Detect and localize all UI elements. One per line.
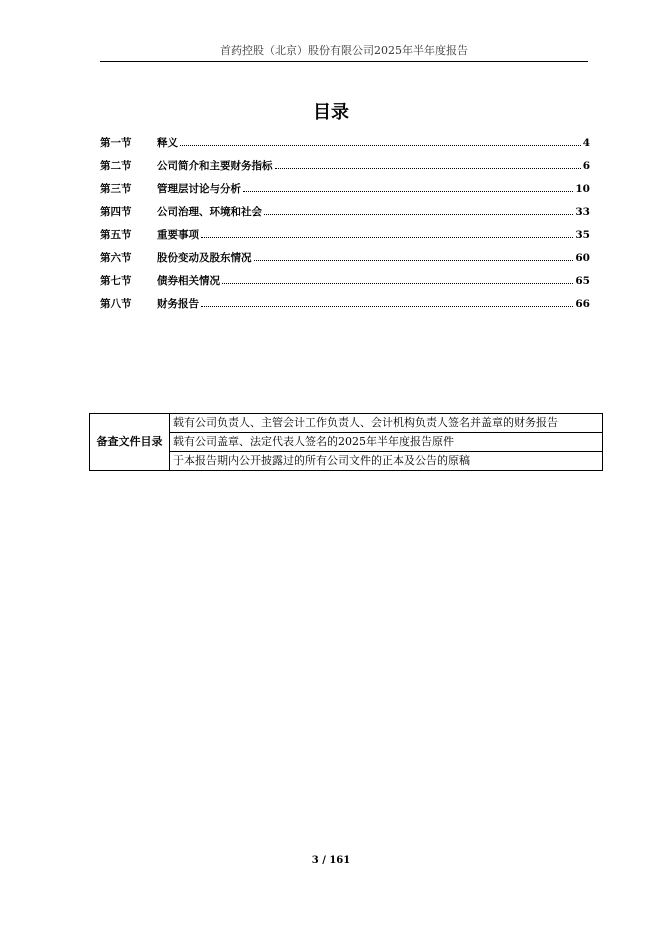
- toc-leader-dots: [275, 160, 581, 169]
- page-number: 3 / 161: [311, 855, 351, 866]
- toc-entry[interactable]: [100, 246, 590, 269]
- toc-page-number: 33: [575, 205, 590, 218]
- toc-leader-dots: [222, 275, 573, 284]
- header-rule: [100, 61, 588, 62]
- toc-leader-dots: [201, 229, 573, 238]
- toc-section-number: 第七节: [100, 275, 132, 287]
- toc-leader-dots: [243, 183, 573, 192]
- toc-section-name: 股份变动及股东情况: [157, 252, 252, 264]
- toc-entry[interactable]: [100, 292, 590, 315]
- toc-entry[interactable]: [100, 223, 590, 246]
- toc-entry[interactable]: [100, 131, 590, 154]
- reference-documents-label: 备查文件目录: [90, 414, 170, 471]
- toc-page-number: 6: [582, 159, 590, 172]
- toc-section-name: 债券相关情况: [157, 275, 220, 287]
- toc-section-name: 公司治理、环境和社会: [157, 206, 262, 218]
- toc-page-number: 60: [575, 251, 590, 264]
- toc-section-name: 公司简介和主要财务指标: [157, 160, 273, 172]
- toc-section-number: 第五节: [100, 229, 132, 241]
- toc-title: 目录: [313, 102, 349, 123]
- toc-section-number: 第二节: [100, 160, 132, 172]
- toc-section-name: 管理层讨论与分析: [157, 183, 241, 195]
- toc-leader-dots: [264, 206, 573, 215]
- toc-page-number: 10: [575, 182, 590, 195]
- reference-document-item: 载有公司盖章、法定代表人签名的2025年半年度报告原件: [170, 433, 603, 452]
- table-of-contents: [100, 131, 590, 315]
- toc-section-number: 第四节: [100, 206, 132, 218]
- toc-section-number: 第八节: [100, 298, 132, 310]
- toc-entry[interactable]: [100, 154, 590, 177]
- reference-document-item: 载有公司负责人、主管会计工作负责人、会计机构负责人签名并盖章的财务报告: [170, 414, 603, 433]
- toc-page-number: 65: [575, 274, 590, 287]
- toc-page-number: 4: [582, 136, 590, 149]
- toc-leader-dots: [254, 252, 574, 261]
- toc-entry[interactable]: [100, 269, 590, 292]
- toc-section-number: 第一节: [100, 137, 132, 149]
- toc-page-number: 35: [575, 228, 590, 241]
- page-header: 首药控股（北京）股份有限公司2025年半年度报告: [220, 44, 468, 57]
- toc-section-name: 财务报告: [157, 298, 199, 310]
- toc-page-number: 66: [575, 297, 590, 310]
- table-row: [90, 414, 603, 433]
- toc-section-number: 第三节: [100, 183, 132, 195]
- toc-section-name: 释义: [157, 137, 178, 149]
- reference-document-item: 于本报告期内公开披露过的所有公司文件的正本及公告的原稿: [170, 452, 603, 471]
- toc-section-number: 第六节: [100, 252, 132, 264]
- toc-leader-dots: [180, 137, 581, 146]
- reference-documents-table: [89, 413, 603, 471]
- toc-section-name: 重要事项: [157, 229, 199, 241]
- toc-leader-dots: [201, 298, 573, 307]
- toc-entry[interactable]: [100, 177, 590, 200]
- toc-entry[interactable]: [100, 200, 590, 223]
